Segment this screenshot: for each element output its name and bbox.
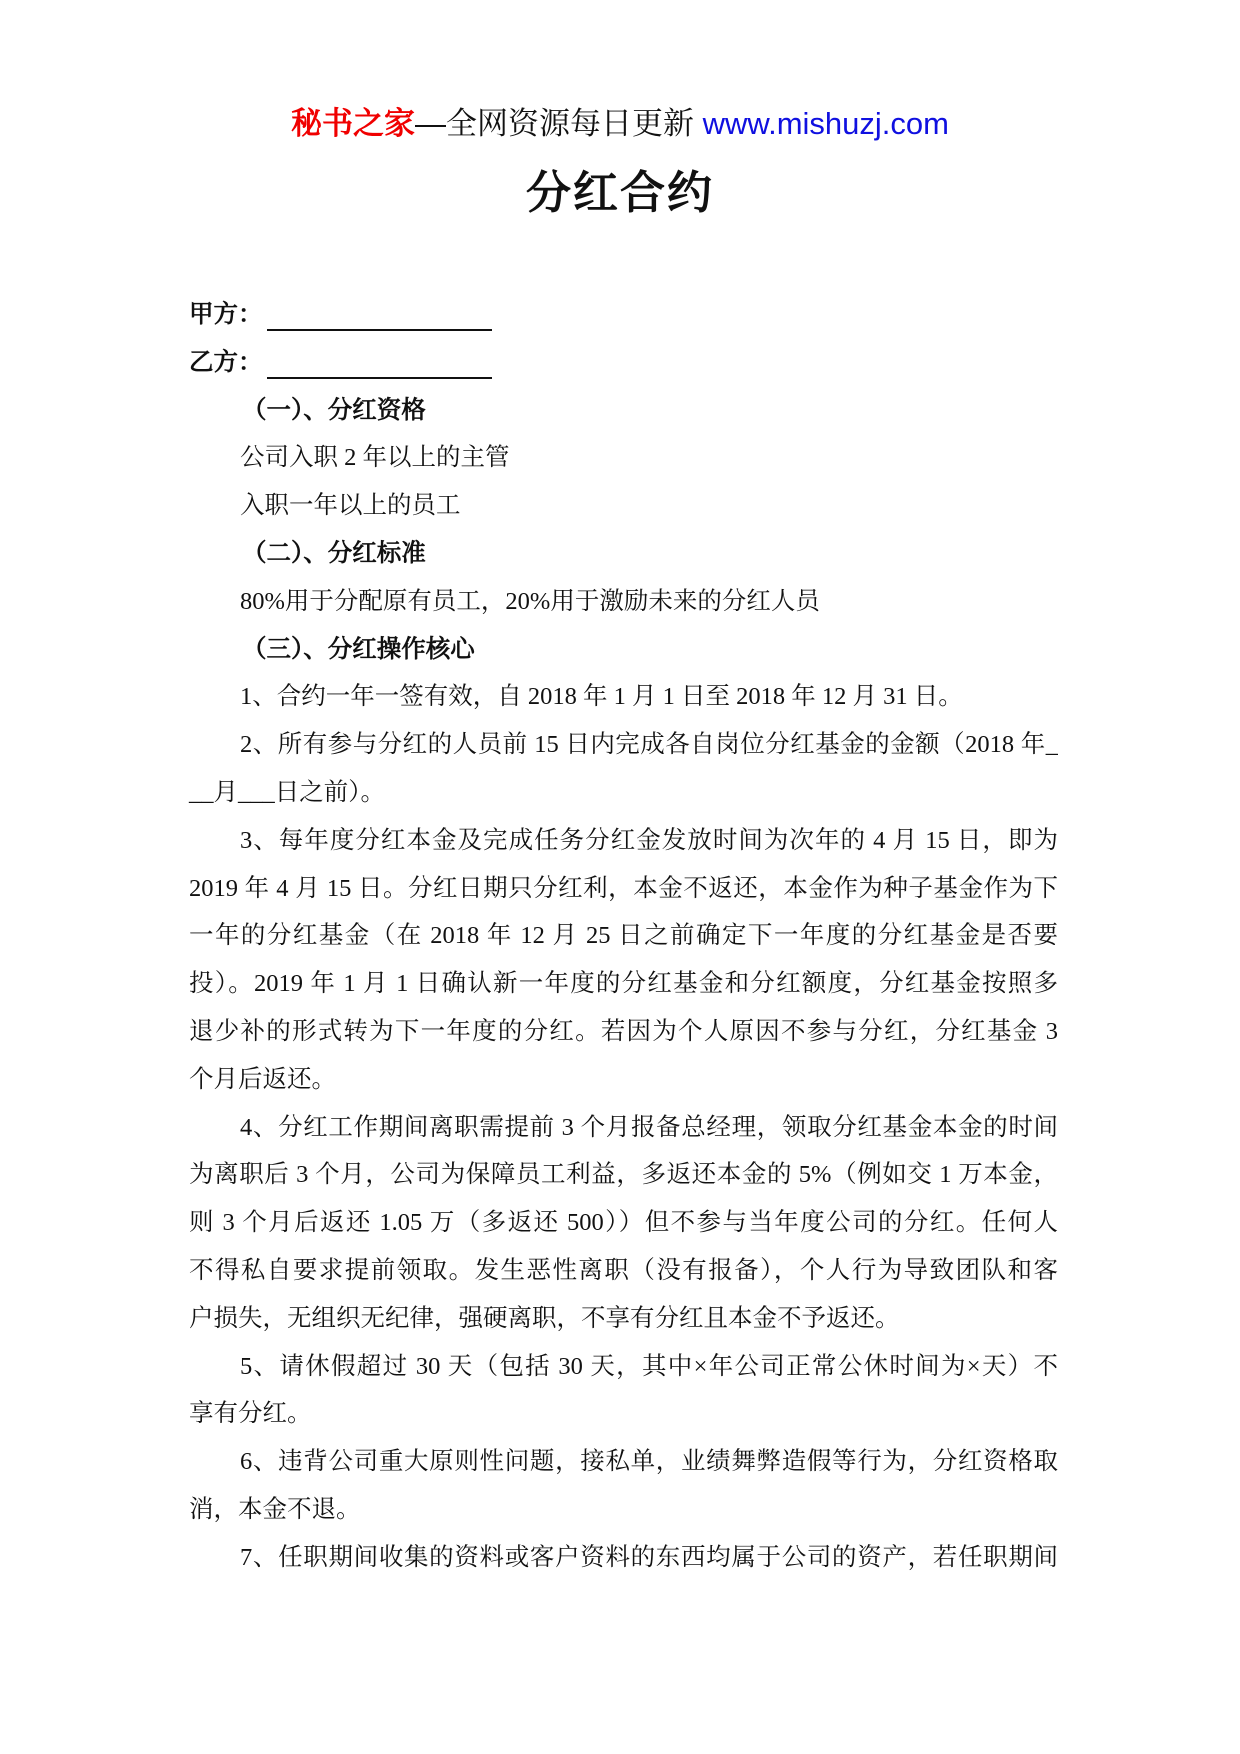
clause-3-line: 2019 年 4 月 15 日。分红日期只分红利，本金不返还，本金作为种子基金作为下 [189,874,1058,902]
clause-5-line: 5、请休假超过 30 天（包括 30 天，其中×年公司正常公休时间为×天）不 [240,1352,1058,1380]
party-a-label: 甲方： [189,301,263,328]
banner-url-link[interactable]: www.mishuzj.com [702,106,949,141]
section-heading-1: （一）、分红资格 [242,396,426,424]
party-b-label: 乙方： [189,348,263,376]
party-a-row [189,291,1058,339]
party-b-row [189,339,1058,387]
clause-2-line: 2、所有参与分红的人员前 15 日内完成各自岗位分红基金的金额（2018 年_ [240,731,1058,759]
clause-3-line: 一年的分红基金（在 2018 年 12 月 25 日之前确定下一年度的分红基金是否要 [189,922,1058,950]
document-title: 分红合约 [525,167,714,218]
clause-3-line: 退少补的形式转为下一年度的分红。若因为个人原因不参与分红，分红基金 3 [189,1017,1058,1045]
clause-6-line: 6、违背公司重大原则性问题，接私单，业绩舞弊造假等行为，分红资格取 [240,1448,1058,1476]
section-heading-3: （三）、分红操作核心 [242,635,475,663]
section-line: 公司入职 2 年以上的主管 [240,444,510,472]
document-body [189,291,1058,1582]
clause-4-line: 户损失，无组织无纪律，强硬离职，不享有分红且本金不予返还。 [189,1304,900,1332]
clause-7-line: 7、任职期间收集的资料或客户资料的东西均属于公司的资产，若任职期间 [240,1543,1058,1571]
section-line: 80%用于分配原有员工，20%用于激励未来的分红人员 [240,587,820,615]
clause-4-line: 4、分红工作期间离职需提前 3 个月报备总经理，领取分红基金本金的时间 [240,1113,1058,1141]
clause-3-line: 投）。2019 年 1 月 1 日确认新一年度的分红基金和分红额度，分红基金按照多 [189,970,1058,998]
clause-2-line: __月___日之前）。 [189,778,385,806]
clause-3-line: 3、每年度分红本金及完成任务分红金发放时间为次年的 4 月 15 日，即为 [240,826,1058,854]
banner-brand: 秘书之家 [291,106,416,141]
clause-5-line: 享有分红。 [189,1400,312,1428]
section-line: 入职一年以上的员工 [240,492,461,520]
clause-4-line: 为离职后 3 个月，公司为保障员工利益，多返还本金的 5%（例如交 1 万本金， [189,1161,1058,1189]
clause-4-line: 不得私自要求提前领取。发生恶性离职（没有报备），个人行为导致团队和客 [189,1256,1058,1284]
clause-6-line: 消，本金不退。 [189,1495,361,1523]
section-heading-2: （二）、分红标准 [242,539,426,567]
clause-1-line: 1、合约一年一签有效，自 2018 年 1 月 1 日至 2018 年 12 月 31 日。 [240,683,963,711]
party-a-blank[interactable] [267,299,492,331]
party-b-blank[interactable] [267,347,492,379]
banner-slogan: —全网资源每日更新 [415,106,703,141]
site-banner [0,102,1240,146]
clause-3-line: 个月后返还。 [189,1065,336,1093]
clause-4-line: 则 3 个月后返还 1.05 万（多返还 500））但不参与当年度公司的分红。任何人 [189,1209,1058,1237]
